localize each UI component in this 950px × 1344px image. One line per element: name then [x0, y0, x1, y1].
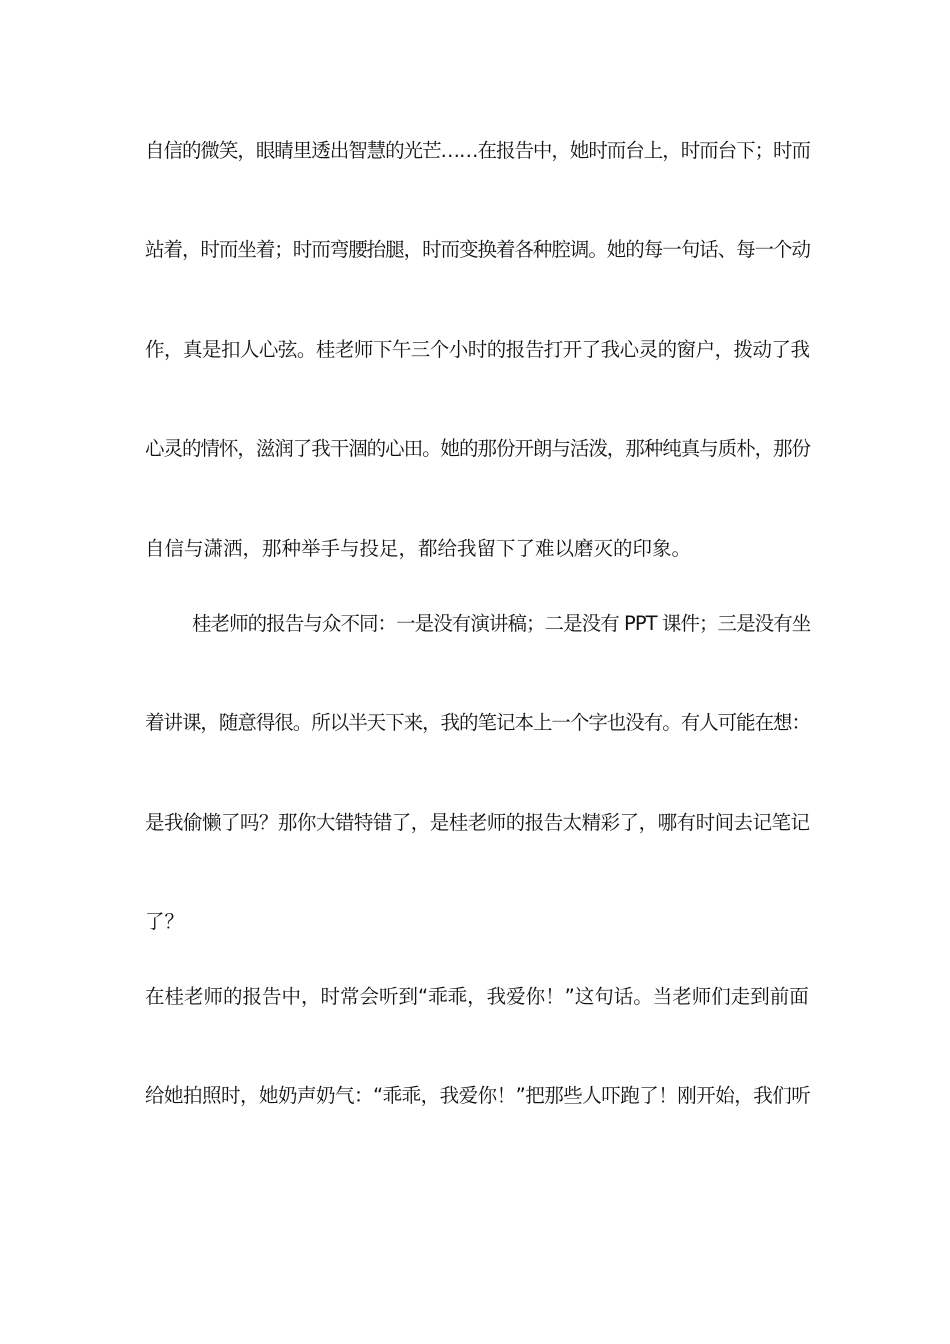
text-line: 给她拍照时，她奶声奶气：“乖乖，我爱你！”把那些人吓跑了！刚开始，我们听 — [145, 1084, 811, 1107]
text-line: 自信的微笑，眼睛里透出智慧的光芒……在报告中，她时而台上，时而台下；时而 — [145, 139, 811, 162]
text-line: 站着，时而坐着；时而弯腰抬腿，时而变换着各种腔调。她的每一句话、每一个动 — [145, 238, 811, 261]
text-line: 作，真是扣人心弦。桂老师下午三个小时的报告打开了我心灵的窗户，拨动了我 — [145, 338, 810, 361]
text-line: 心灵的情怀，滋润了我干涸的心田。她的那份开朗与活泼，那种纯真与质朴，那份 — [145, 437, 811, 460]
text-line: 自信与潇洒，那种举手与投足，都给我留下了难以磨灭的印象。 — [145, 537, 692, 560]
paragraph-first-line: 桂老师的报告与众不同：一是没有演讲稿；二是没有 PPT 课件；三是没有坐 — [192, 612, 811, 635]
text-line: 了？ — [145, 910, 185, 933]
text-line: 着讲课，随意得很。所以半天下来，我的笔记本上一个字也没有。有人可能在想： — [145, 711, 811, 734]
text-line: 是我偷懒了吗？那你大错特错了，是桂老师的报告太精彩了，哪有时间去记笔记 — [145, 811, 810, 834]
paragraph-first-line: 在桂老师的报告中，时常会听到“乖乖，我爱你！”这句话。当老师们走到前面 — [145, 985, 809, 1008]
